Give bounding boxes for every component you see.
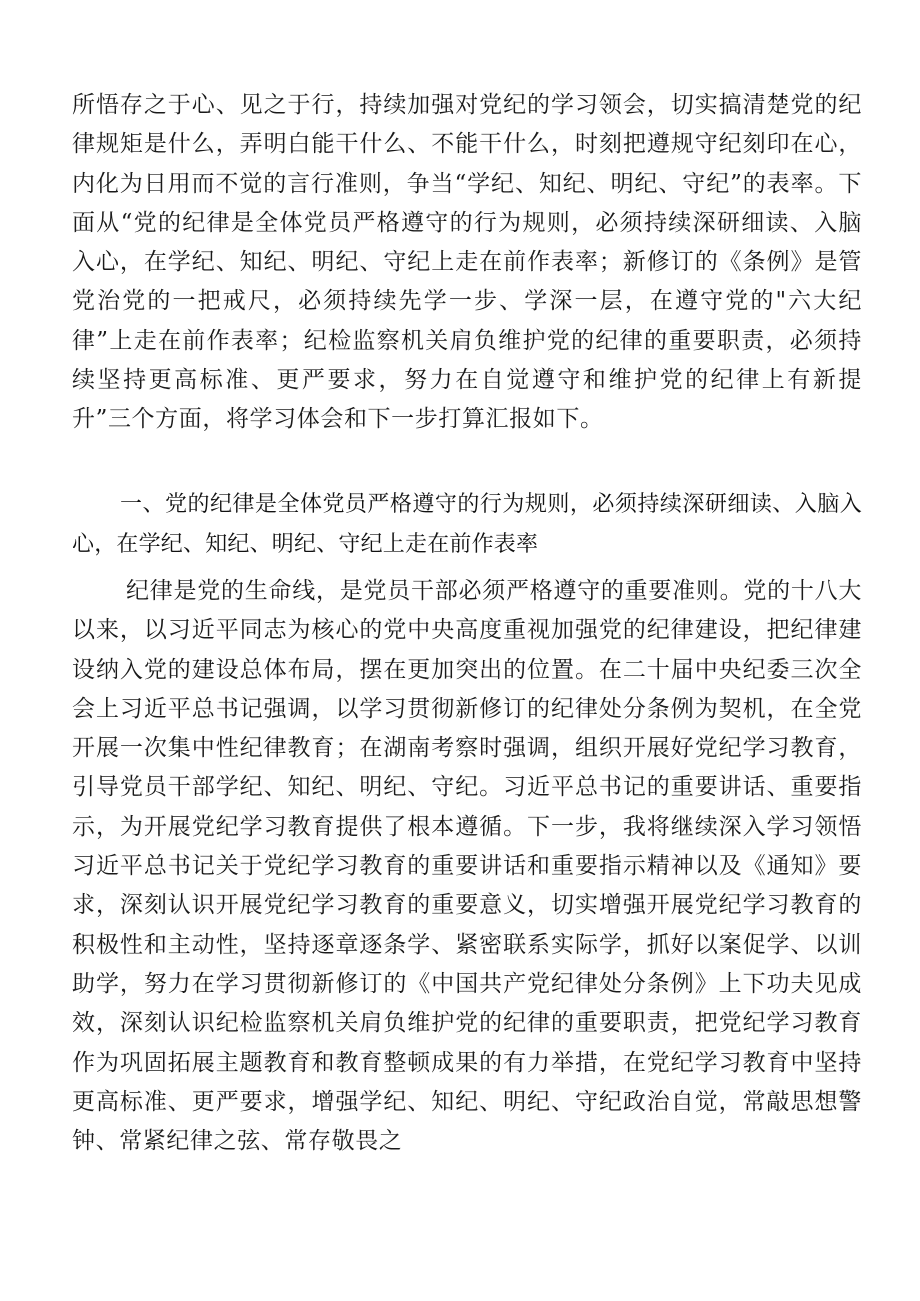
- body-paragraph: 纪律是党的生命线，是党员干部必须严格遵守的重要准则。党的十八大以来，以习近平同志为核心的党中央高度重视加强党的纪律建设，把纪律建设纳入党的建设总体布局，摆在更加突出的位置。在二十届中央纪委三次全会上习近平总书记强调，以学习贯彻新修订的纪律处分条例为契机，在全党开展一次集中性纪律教育；在湖南考察时强调，组织开展好党纪学习教育，引导党员干部学纪、知纪、明纪、守纪。习近平总书记的重要讲话、重要指示，为开展党纪学习教育提供了根本遵循。下一步，我将继续深入学习领悟习近平总书记关于党纪学习教育的重要讲话和重要指示精神以及《通知》要求，深刻认识开展党纪学习教育的重要意义，切实增强开展党纪学习教育的积极性和主动性，坚持逐章逐条学、紧密联系实际学，抓好以案促学、以训助学，努力在学习贯彻新修订的《中国共产党纪律处分条例》上下功夫见成效，深刻认识纪检监察机关肩负维护党的纪律的重要职责，把党纪学习教育作为巩固拓展主题教育和教育整顿成果的有力举措，在党纪学习教育中坚持更高标准、更严要求，增强学纪、知纪、明纪、守纪政治自觉，常敲思想警钟、常紧纪律之弦、常存敬畏之: [72, 578, 862, 1155]
- section-heading: 一、党的纪律是全体党员严格遵守的行为规则，必须持续深研细读、入脑入心，在学纪、知纪、明纪、守纪上走在前作表率: [72, 492, 862, 557]
- intro-paragraph: 所悟存之于心、见之于行，持续加强对党纪的学习领会，切实搞清楚党的纪律规矩是什么，弄明白能干什么、不能干什么，时刻把遵规守纪刻印在心，内化为日用而不觉的言行准则，争当“学纪、知纪、明纪、守纪”的表率。下面从“党的纪律是全体党员严格遵守的行为规则，必须持续深研细读、入脑入心，在学纪、知纪、明纪、守纪上走在前作表率；新修订的《条例》是管党治党的一把戒尺，必须持续先学一步、学深一层，在遵守党的"六大纪律”上走在前作表率；纪检监察机关肩负维护党的纪律的重要职责，必须持续坚持更高标准、更严要求，努力在自觉遵守和维护党的纪律上有新提升”三个方面，将学习体会和下一步打算汇报如下。: [72, 92, 862, 433]
